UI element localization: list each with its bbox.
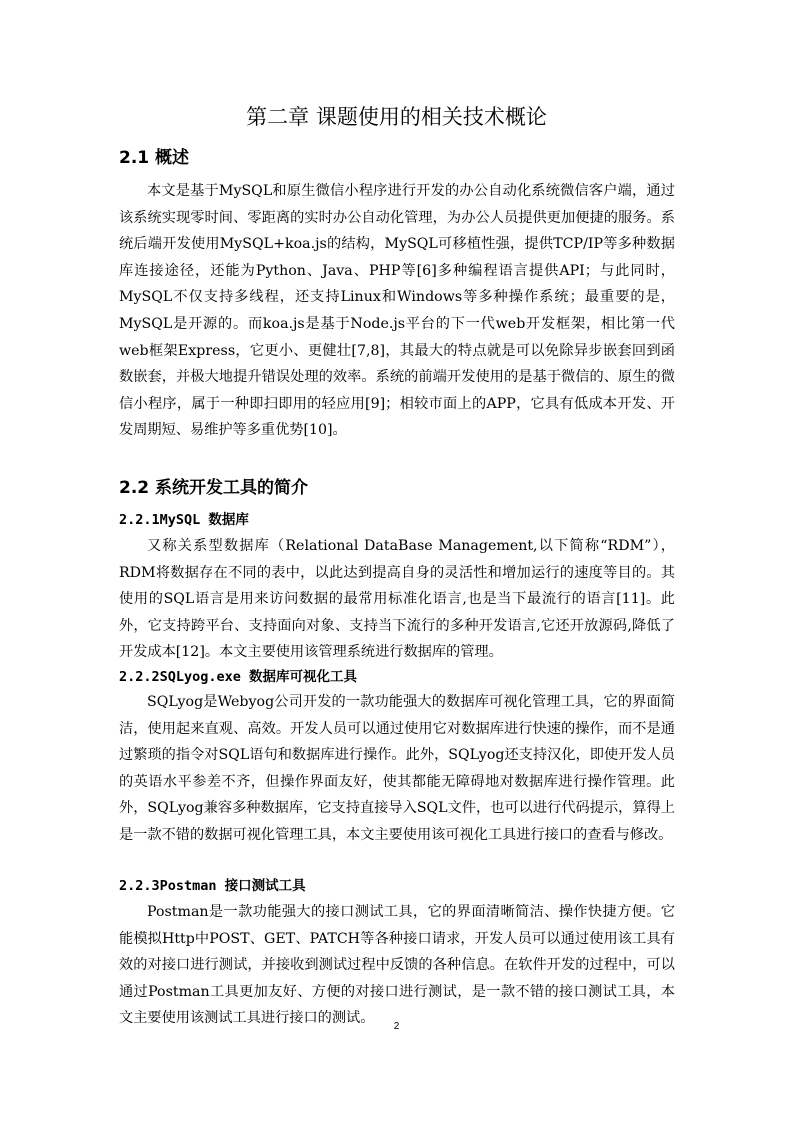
section-2-2-3-paragraph: Postman是一款功能强大的接口测试工具，它的界面清晰简洁、操作快捷方便。它能模拟Http中POST、GET、PATCH等各种接口请求，开发人员可以通过使用该工具有效的对接口进行测试，并接收到测试过程中反馈的各种信息。在软件开发的过程中，可以通过Postman工具更加友好、方便的对接口进行测试，是一款不错的接口测试工具，本文主要使用该测试工具进行接口的测试。	[119, 904, 675, 1027]
page-number: 2	[393, 1021, 400, 1032]
chapter-title: 第二章 课题使用的相关技术概论	[246, 105, 547, 129]
section-2-2-heading: 2.2 系统开发工具的简介	[119, 478, 309, 498]
section-2-2-3-heading: 2.2.3Postman 接口测试工具	[119, 878, 306, 894]
section-2-1-heading: 2.1 概述	[119, 148, 190, 168]
section-2-2-2-heading: 2.2.2SQLyog.exe 数据库可视化工具	[119, 669, 358, 685]
section-2-2-1-heading: 2.2.1MySQL 数据库	[119, 512, 249, 528]
section-2-1-paragraph: 本文是基于MySQL和原生微信小程序进行开发的办公自动化系统微信客户端，通过该系统实现零时间、零距离的实时办公自动化管理，为办公人员提供更加便捷的服务。系统后端开发使用MySQL+koa.js的结构，MySQL可移植性强，提供TCP/IP等多种数据库连接途径，还能为Python、Java、PHP等[6]多种编程语言提供API；与此同时，MySQL不仅支持多线程，还支持Linux和Windows等多种操作系统；最重要的是，MySQL是开源的。而koa.js是基于Node.js平台的下一代web开发框架，相比第一代web框架Express，它更小、更健壮[7,8]，其最大的特点就是可以免除异步嵌套回到函数嵌套，并极大地提升错误处理的效率。系统的前端开发使用的是基于微信的、原生的微信小程序，属于一种即扫即用的轻应用[9]；相较市面上的APP，它具有低成本开发、开发周期短、易维护等多重优势[10]。	[119, 183, 675, 439]
section-2-2-1-paragraph: 又称关系型数据库（Relational DataBase Management,以下简称“RDM”），RDM将数据存在不同的表中，以此达到提高自身的灵活性和增加运行的速度等目的。其使用的SQL语言是用来访问数据的最常用标准化语言,也是当下最流行的语言[11]。此外，它支持跨平台、支持面向对象、支持当下流行的多种开发语言,它还开放源码,降低了开发成本[12]。本文主要使用该管理系统进行数据库的管理。	[119, 538, 675, 661]
section-2-2-2-paragraph: SQLyog是Webyog公司开发的一款功能强大的数据库可视化管理工具，它的界面简洁，使用起来直观、高效。开发人员可以通过使用它对数据库进行快速的操作，而不是通过繁琐的指令对SQL语句和数据库进行操作。此外，SQLyog还支持汉化，即使开发人员的英语水平参差不齐，但操作界面友好，使其都能无障碍地对数据库进行操作管理。此外，SQLyog兼容多种数据库，它支持直接导入SQL文件，也可以进行代码提示，算得上是一款不错的数据可视化管理工具，本文主要使用该可视化工具进行接口的查看与修改。	[119, 694, 675, 843]
